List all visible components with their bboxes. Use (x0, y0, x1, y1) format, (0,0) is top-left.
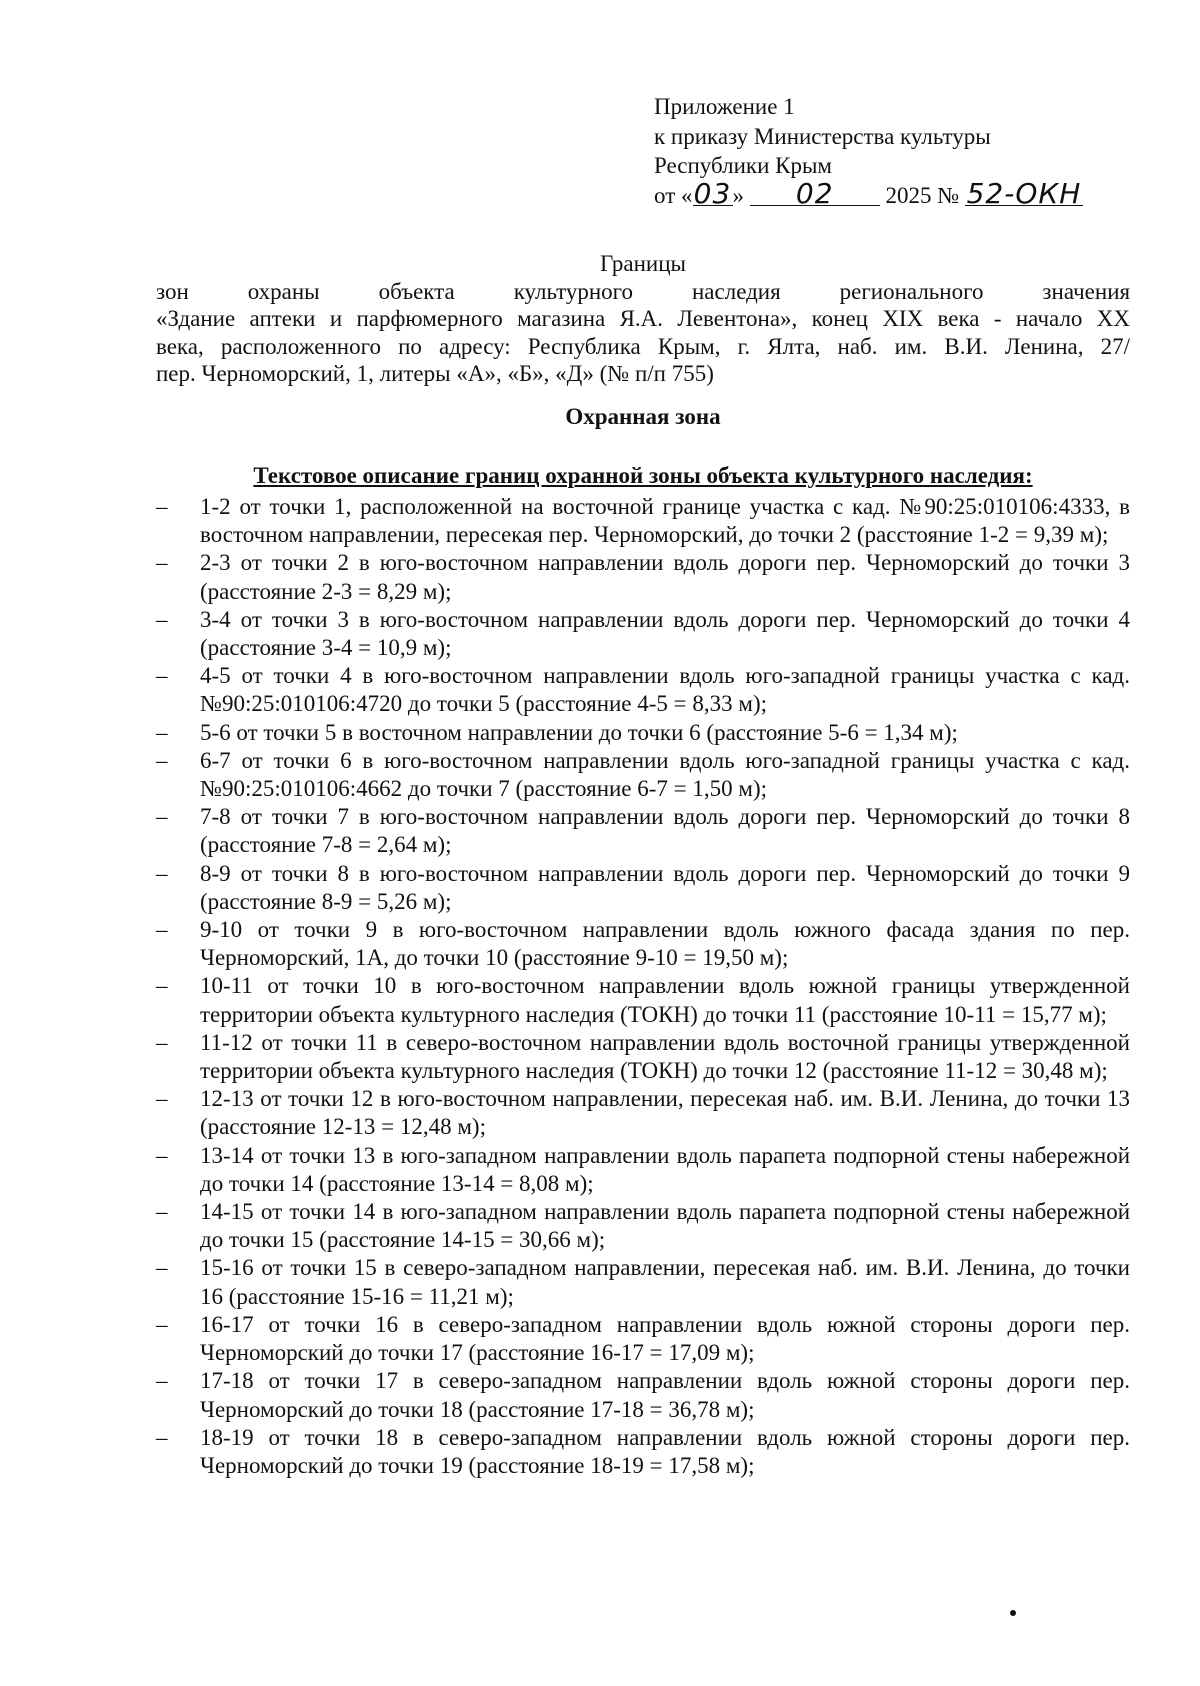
date-mid: » (732, 182, 744, 208)
appendix-line-1: Приложение 1 (654, 94, 795, 119)
title-line-2: «Здание аптеки и парфюмерного магазина Я.А. Левентона», конец XIX века - начало XX (156, 306, 1130, 331)
appendix-line-3: Республики Крым (654, 153, 832, 178)
stray-mark (1010, 1610, 1016, 1616)
boundary-item: – 14-15 от точки 14 в юго-западном направлении вдоль парапета подпорной стены набережной до точки 15 (расстояние 14-15 = 30,66 м); (156, 1198, 1130, 1254)
title-line-1-word: культурного (513, 278, 634, 304)
appendix-line-2: к приказу Министерства культуры (654, 123, 991, 149)
title-line-1-word: регионального (839, 278, 984, 304)
title-line-1 (156, 278, 1130, 306)
boundary-item: – 9-10 от точки 9 в юго-восточном направлении вдоль южного фасада здания по пер. Черноморский, 1А, до точки 10 (расстояние 9-10 = 19,50 м); (156, 916, 1130, 972)
boundary-item: – 18-19 от точки 18 в северо-западном направлении вдоль южной стороны дороги пер. Черноморский до точки 19 (расстояние 18-19 = 17,58 м); (156, 1424, 1130, 1480)
boundary-item: – 2-3 от точки 2 в юго-восточном направлении вдоль дороги пер. Черноморский до точки 3 (расстояние 2-3 = 8,29 м); (156, 549, 1130, 605)
date-day-field (693, 176, 733, 210)
appendix-date-line (654, 176, 1114, 211)
boundary-item: – 11-12 от точки 11 в северо-восточном направлении вдоль восточной границы утвержденной территории объекта культурного наследия (ТОКН) до точки 12 (расстояние 11-12 = 30,48 м); (156, 1029, 1130, 1085)
title-line-1-word: значения (1042, 278, 1131, 304)
boundary-item: – 13-14 от точки 13 в юго-западном направлении вдоль парапета подпорной стены набережной до точки 14 (расстояние 13-14 = 8,08 м); (156, 1142, 1130, 1198)
boundary-item: – 15-16 от точки 15 в северо-западном направлении, пересекая наб. им. В.И. Ленина, до точки 16 (расстояние 15-16 = 11,21 м); (156, 1254, 1130, 1310)
boundary-item: – 1-2 от точки 1, расположенной на восточной границе участка с кад. №90:25:010106:4333, в восточном направлении, пересекая пер. Черноморский, до точки 2 (расстояние 1-2 = 9,39 м); (156, 493, 1130, 549)
title-heading: Границы (600, 251, 686, 276)
boundary-item: – 5-6 от точки 5 в восточном направлении до точки 6 (расстояние 5-6 = 1,34 м); (156, 719, 1130, 747)
handwritten-day: 03 (693, 176, 732, 210)
boundary-item: – 6-7 от точки 6 в юго-восточном направлении вдоль юго-западной границы участка с кад. №90:25:010106:4662 до точки 7 (расстояние 6-7 = 1,50 м); (156, 747, 1130, 803)
boundary-item: – 3-4 от точки 3 в юго-восточном направлении вдоль дороги пер. Черноморский до точки 4 (расстояние 3-4 = 10,9 м); (156, 606, 1130, 662)
description-heading (156, 463, 1130, 489)
title-line-1-word: объекта (378, 278, 455, 304)
title-line-1-word: зон (156, 278, 189, 304)
boundary-item: – 12-13 от точки 12 в юго-восточном направлении, пересекая наб. им. В.И. Ленина, до точки 13 (расстояние 12-13 = 12,48 м); (156, 1085, 1130, 1141)
title-line-1-word: охраны (247, 278, 320, 304)
document-title (156, 250, 1130, 388)
boundary-item: – 17-18 от точки 17 в северо-западном направлении вдоль южной стороны дороги пер. Черноморский до точки 18 (расстояние 17-18 = 36,78 м); (156, 1367, 1130, 1423)
order-number-field (965, 176, 1083, 210)
title-line-3: века, расположенного по адресу: Республика Крым, г. Ялта, наб. им. В.И. Ленина, 27/ (156, 333, 1130, 359)
handwritten-order-number: 52-ОКН (966, 176, 1082, 210)
boundary-item: – 10-11 от точки 10 в юго-восточном направлении вдоль южной границы утвержденной территории объекта культурного наследия (ТОКН) до точки 11 (расстояние 10-11 = 15,77 м); (156, 972, 1130, 1028)
title-line-1-word: наследия (692, 278, 781, 304)
boundary-list (156, 493, 1130, 1480)
boundary-item: – 4-5 от точки 4 в юго-восточном направлении вдоль юго-западной границы участка с кад. №90:25:010106:4720 до точки 5 (расстояние 4-5 = 8,33 м); (156, 662, 1130, 718)
date-month-field (750, 176, 880, 210)
boundary-item: – 16-17 от точки 16 в северо-западном направлении вдоль южной стороны дороги пер. Черноморский до точки 17 (расстояние 16-17 = 17,09 м); (156, 1311, 1130, 1367)
description-heading-text: Текстовое описание границ охранной зоны объекта культурного наследия: (253, 463, 1033, 488)
appendix-header (654, 92, 1114, 210)
handwritten-month: 02 (795, 176, 834, 210)
boundary-item: – 7-8 от точки 7 в юго-восточном направлении вдоль дороги пер. Черноморский до точки 8 (расстояние 7-8 = 2,64 м); (156, 803, 1130, 859)
date-prefix: от « (654, 182, 693, 208)
boundary-item: – 8-9 от точки 8 в юго-восточном направлении вдоль дороги пер. Черноморский до точки 9 (расстояние 8-9 = 5,26 м); (156, 860, 1130, 916)
date-year: 2025 № (885, 182, 960, 208)
title-line-4: пер. Черноморский, 1, литеры «А», «Б», «Д» (№ п/п 755) (156, 361, 714, 386)
zone-heading: Охранная зона (565, 404, 721, 429)
